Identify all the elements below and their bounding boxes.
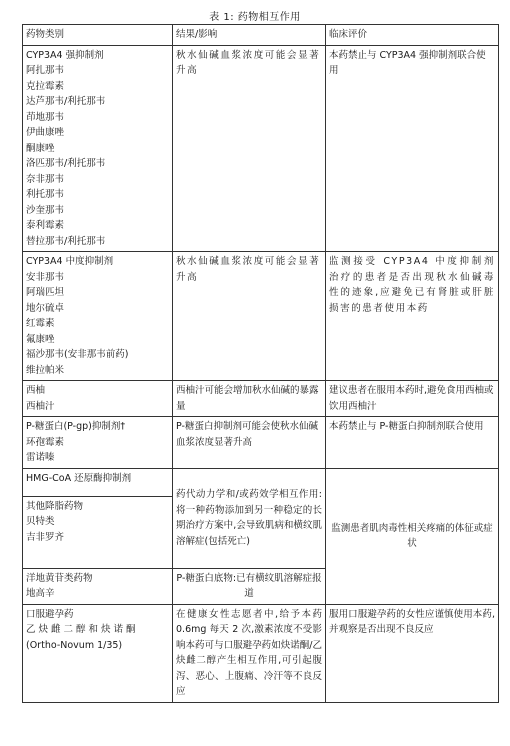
evaluation-cell (326, 381, 499, 417)
drug-name: 奈非那韦 (26, 173, 65, 185)
drug-class-cell (23, 381, 173, 417)
effect-cell (173, 568, 326, 604)
effect-cell (173, 381, 326, 417)
effect-cell (173, 604, 326, 702)
effect-text: 秋水仙碱血浆浓度可能会显著升高 (176, 49, 321, 76)
drug-name: 茚地那韦 (26, 111, 65, 123)
drug-name: 利托那韦 (26, 189, 65, 200)
effect-cell (173, 417, 326, 469)
evaluation-cell (326, 252, 499, 381)
header-effect: 结果/影响 (173, 25, 326, 46)
table-row (23, 468, 499, 496)
drug-class-cell (23, 45, 173, 252)
table-title: 表 1: 药物相互作用 (209, 12, 301, 23)
drug-name: 其他降脂药物 (26, 500, 84, 512)
effect-cell (173, 45, 326, 252)
effect-text: 在健康女性志愿者中,给予本药 0.6mg 每天 2 次,激素浓度不受影响本药可与口服避孕药如炔诺酮/乙炔雌二醇产生相互作用,可引起腹泻、恶心、上腹痛、冷汗等不良反应 (176, 608, 322, 697)
effect-text: 西柚汁可能会增加秋水仙碱的暴露量 (176, 385, 319, 412)
header-drug-class: 药物类别 (23, 25, 173, 46)
drug-name: 阿瑞匹坦 (26, 287, 65, 298)
effect-cell (173, 468, 326, 568)
effect-cell (173, 252, 326, 381)
drug-interaction-table (22, 24, 499, 703)
drug-name: CYP3A4 中度抑制剂 (26, 256, 114, 267)
drug-name: 达芦那韦/利托那韦 (26, 96, 106, 107)
drug-name: 泰利霉素 (26, 220, 65, 231)
drug-name: 地高辛 (26, 588, 55, 599)
evaluation-cell (326, 45, 499, 252)
table-row (23, 604, 499, 702)
evaluation-text: 监测接受 CYP3A4 中度抑制剂治疗的患者是否出现秋水仙碱毒性的迹象,应避免已有肾脏或肝脏损害的患者使用本药 (329, 256, 495, 314)
drug-name: 氟康唑 (26, 333, 55, 345)
drug-name: 维拉帕米 (26, 364, 65, 376)
evaluation-text: 本药禁止与 P-糖蛋白抑制剂联合使用 (329, 421, 484, 432)
effect-text: P-糖蛋白底物:已有横纹肌溶解症报道 (176, 572, 322, 599)
drug-name: 西柚 (26, 385, 46, 396)
evaluation-cell (326, 468, 499, 604)
drug-name: 乙炔雌二醇和炔诺酮 (26, 624, 139, 635)
drug-name: 伊曲康唑 (26, 127, 65, 138)
drug-class-cell (23, 568, 173, 604)
table-row (23, 252, 499, 381)
drug-name: 贝特类 (26, 516, 55, 527)
drug-name: 洋地黄苷类药物 (26, 572, 93, 584)
drug-class-cell (23, 604, 173, 702)
evaluation-cell (326, 417, 499, 469)
evaluation-text: 监测患者肌肉毒性相关疼痛的体征或症状 (331, 522, 493, 549)
drug-name: 替拉那韦/利托那韦 (26, 235, 106, 247)
drug-class-cell (23, 252, 173, 381)
effect-text: 药代动力学和/或药效学相互作用:将一种药物添加到另一种稳定的长期治疗方案中,会导致肌病和横纹肌溶解症(包括死亡) (176, 489, 322, 547)
effect-text: P-糖蛋白抑制剂可能会使秋水仙碱血浆浓度显著升高 (176, 421, 318, 448)
drug-name: 酮康唑 (26, 142, 55, 154)
drug-name: 口服避孕药 (26, 608, 74, 620)
drug-name: 沙奎那韦 (26, 204, 65, 216)
header-evaluation: 临床评价 (326, 25, 499, 46)
drug-name: 安非那韦 (26, 271, 65, 283)
drug-name: 雷诺嗪 (26, 452, 55, 463)
drug-name: P-糖蛋白(P-gp)抑制剂† (26, 421, 126, 432)
drug-name: 洛匹那韦/利托那韦 (26, 158, 106, 169)
drug-name: 地尔硫卓 (26, 302, 65, 314)
table-row (23, 417, 499, 469)
table-header-row (23, 25, 499, 46)
drug-class-cell (23, 417, 173, 469)
table-row (23, 381, 499, 417)
evaluation-text: 建议患者在服用本药时,避免食用西柚或饮用西柚汁 (329, 385, 494, 412)
evaluation-text: 服用口服避孕药的女性应谨慎使用本药,并观察是否出现不良反应 (329, 608, 495, 635)
evaluation-cell (326, 604, 499, 702)
drug-name: 西柚汁 (26, 400, 55, 412)
evaluation-text: 本药禁止与 CYP3A4 强抑制剂联合使用 (329, 49, 486, 76)
effect-text: 秋水仙碱血浆浓度可能会显著升高 (176, 256, 321, 283)
drug-name: 环孢霉素 (26, 436, 65, 448)
drug-name: 阿扎那韦 (26, 65, 65, 76)
drug-name: 红霉素 (26, 318, 55, 329)
table-row (23, 45, 499, 252)
drug-name: (Ortho-Novum 1/35) (26, 639, 123, 651)
drug-name: 福沙那韦(安非那韦前药) (26, 349, 129, 360)
drug-name: 吉非罗齐 (26, 531, 65, 543)
drug-name: CYP3A4 强抑制剂 (26, 49, 104, 61)
drug-name: 克拉霉素 (26, 80, 65, 92)
drug-name: HMG-CoA 还原酶抑制剂 (26, 472, 132, 484)
drug-class-cell (23, 468, 173, 496)
drug-class-cell (23, 496, 173, 568)
